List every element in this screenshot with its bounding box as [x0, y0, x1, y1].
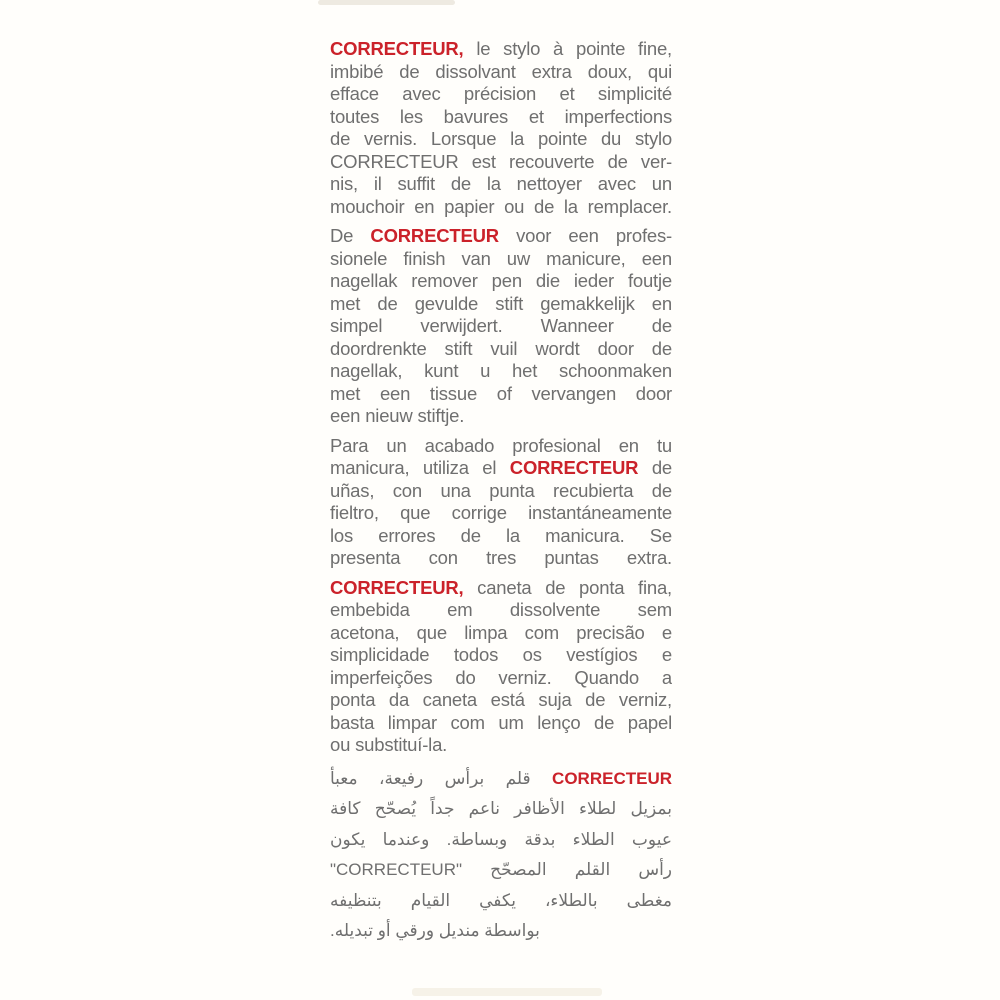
text-line	[330, 886, 672, 917]
brand-word-correcteur: CORRECTEUR,	[330, 576, 464, 598]
text-segment: presenta con tres puntas extra.	[330, 547, 672, 568]
text-line	[330, 622, 672, 645]
print-artifact-bottom	[412, 988, 602, 996]
text-segment: voor een profes-	[498, 225, 672, 246]
text-segment: عيوب الطلاء بدقة وبساطة. وعندما يكون	[330, 829, 672, 849]
paragraph-french	[330, 38, 672, 218]
text-line	[330, 196, 672, 219]
text-line	[330, 338, 672, 361]
text-segment: uñas, con una punta recubierta de	[330, 479, 672, 501]
text-line	[330, 916, 672, 947]
paragraph-spanish	[330, 435, 672, 570]
text-line	[330, 83, 672, 106]
text-line	[330, 764, 672, 795]
text-segment: efface avec précision et simplicité	[330, 83, 672, 104]
brand-word-correcteur: CORRECTEUR	[552, 768, 672, 788]
brand-word-correcteur: CORRECTEUR	[370, 225, 499, 246]
text-segment: le stylo à pointe fine,	[463, 38, 672, 59]
text-segment: بواسطة منديل ورقي أو تبديله.	[330, 921, 540, 940]
text-line	[330, 270, 672, 293]
text-line	[330, 667, 672, 690]
text-line	[330, 502, 672, 525]
text-line	[330, 293, 672, 316]
text-segment: met de gevulde stift gemakkelijk en	[330, 292, 672, 314]
text-segment: رأس القلم المصحّح	[462, 860, 672, 879]
text-line	[330, 405, 672, 428]
text-line	[330, 457, 672, 480]
text-segment: de vernis. Lorsque la pointe du stylo	[330, 128, 672, 149]
text-segment: ponta da caneta está suja de verniz,	[330, 689, 672, 710]
text-segment: Para un acabado profesional en tu	[330, 434, 672, 456]
text-segment: mouchoir en papier ou de la remplacer.	[330, 195, 672, 217]
text-segment: simplicidade todos os vestígios e	[330, 644, 672, 665]
text-segment: fieltro, que corrige instantáneamente	[330, 502, 672, 523]
paragraph-arabic	[330, 764, 672, 947]
text-line	[330, 825, 672, 856]
text-segment: بمزيل لطلاء الأظافر ناعم جداً يُصحّح كافة	[330, 799, 672, 818]
text-line	[330, 173, 672, 196]
paragraph-dutch	[330, 225, 672, 428]
brand-word-correcteur: CORRECTEUR,	[330, 38, 464, 59]
text-segment: los errores de la manicura. Se	[330, 524, 672, 546]
text-segment: CORRECTEUR est recouverte de ver-	[330, 150, 672, 172]
text-line	[330, 547, 672, 570]
text-segment: de	[638, 457, 672, 478]
text-segment: ou substituí-la.	[330, 734, 448, 755]
text-line	[330, 734, 672, 757]
text-line	[330, 225, 672, 248]
text-segment: nis, il suffit de la nettoyer avec un	[330, 173, 672, 194]
text-line	[330, 577, 672, 600]
brand-word-correcteur: CORRECTEUR	[509, 457, 639, 478]
label-text-column	[330, 38, 672, 954]
text-segment: قلم برأس رفيعة، معبأ	[330, 768, 553, 788]
text-segment: مغطى بالطلاء، يكفي القيام بتنظيفه	[330, 890, 672, 910]
text-line	[330, 360, 672, 383]
text-line	[330, 794, 672, 825]
text-segment: caneta de ponta fina,	[463, 576, 672, 598]
text-segment: manicura, utiliza el	[330, 457, 510, 478]
paragraph-portuguese	[330, 577, 672, 757]
text-line	[330, 151, 672, 174]
text-segment: een nieuw stiftje.	[330, 405, 465, 426]
text-line	[330, 599, 672, 622]
text-line	[330, 712, 672, 735]
text-line	[330, 435, 672, 458]
text-line	[330, 248, 672, 271]
text-line	[330, 315, 672, 338]
text-segment: toutes les bavures et imperfections	[330, 105, 672, 127]
text-line	[330, 480, 672, 503]
text-segment: simpel verwijdert. Wanneer de	[330, 315, 672, 336]
text-line	[330, 644, 672, 667]
text-line	[330, 61, 672, 84]
text-line	[330, 38, 672, 61]
text-segment: embebida em dissolvente sem	[330, 599, 672, 620]
text-segment: imbibé de dissolvant extra doux, qui	[330, 60, 672, 82]
text-line	[330, 855, 672, 886]
text-segment: doordrenkte stift vuil wordt door de	[330, 337, 672, 359]
text-line	[330, 689, 672, 712]
text-line	[330, 525, 672, 548]
text-line	[330, 383, 672, 406]
text-segment: sionele finish van uw manicure, een	[330, 247, 672, 269]
text-segment: nagellak remover pen die ieder foutje	[330, 270, 672, 291]
text-line	[330, 106, 672, 129]
text-segment: De	[330, 225, 371, 246]
text-segment: acetona, que limpa com precisão e	[330, 621, 672, 643]
text-segment: "CORRECTEUR"	[330, 860, 463, 879]
text-segment: met een tissue of vervangen door	[330, 382, 672, 404]
text-segment: basta limpar com um lenço de papel	[330, 711, 672, 733]
text-segment: nagellak, kunt u het schoonmaken	[330, 360, 672, 381]
print-artifact-top	[318, 0, 455, 5]
text-segment: imperfeições do verniz. Quando a	[330, 666, 672, 688]
text-line	[330, 128, 672, 151]
